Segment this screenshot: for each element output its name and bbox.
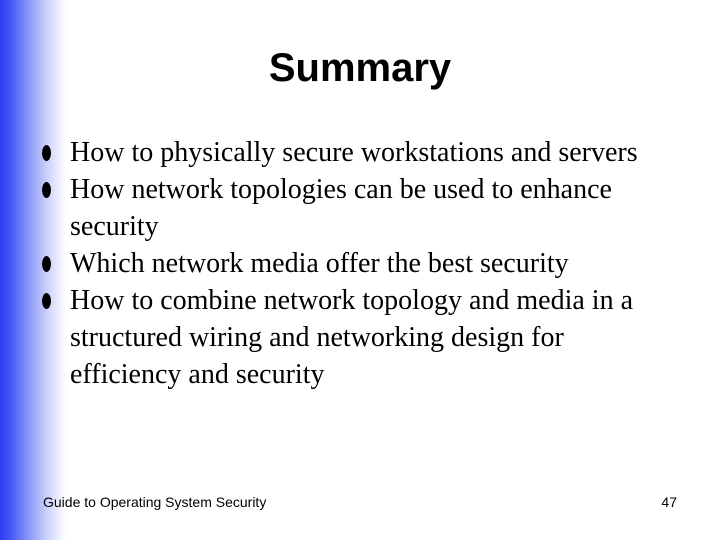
bullet-text: How network topologies can be used to enhance security bbox=[70, 174, 612, 242]
bullet-item bbox=[42, 282, 682, 393]
bullet-list bbox=[42, 134, 682, 393]
bullet-dot-icon bbox=[42, 293, 51, 309]
bullet-text: How to combine network topology and media in a structured wiring and networking design for efficiency and security bbox=[70, 285, 633, 390]
slide-title: Summary bbox=[268, 46, 452, 90]
bullet-text: How to physically secure workstations and servers bbox=[70, 137, 638, 168]
bullet-item bbox=[42, 245, 682, 282]
bullet-text: Which network media offer the best security bbox=[70, 248, 569, 279]
bullet-item bbox=[42, 134, 682, 171]
page-number: 47 bbox=[661, 494, 677, 510]
footer-title: Guide to Operating System Security bbox=[43, 494, 267, 510]
bullet-item bbox=[42, 171, 682, 245]
bullet-dot-icon bbox=[42, 182, 51, 198]
bullet-dot-icon bbox=[42, 256, 51, 272]
bullet-dot-icon bbox=[42, 145, 51, 161]
